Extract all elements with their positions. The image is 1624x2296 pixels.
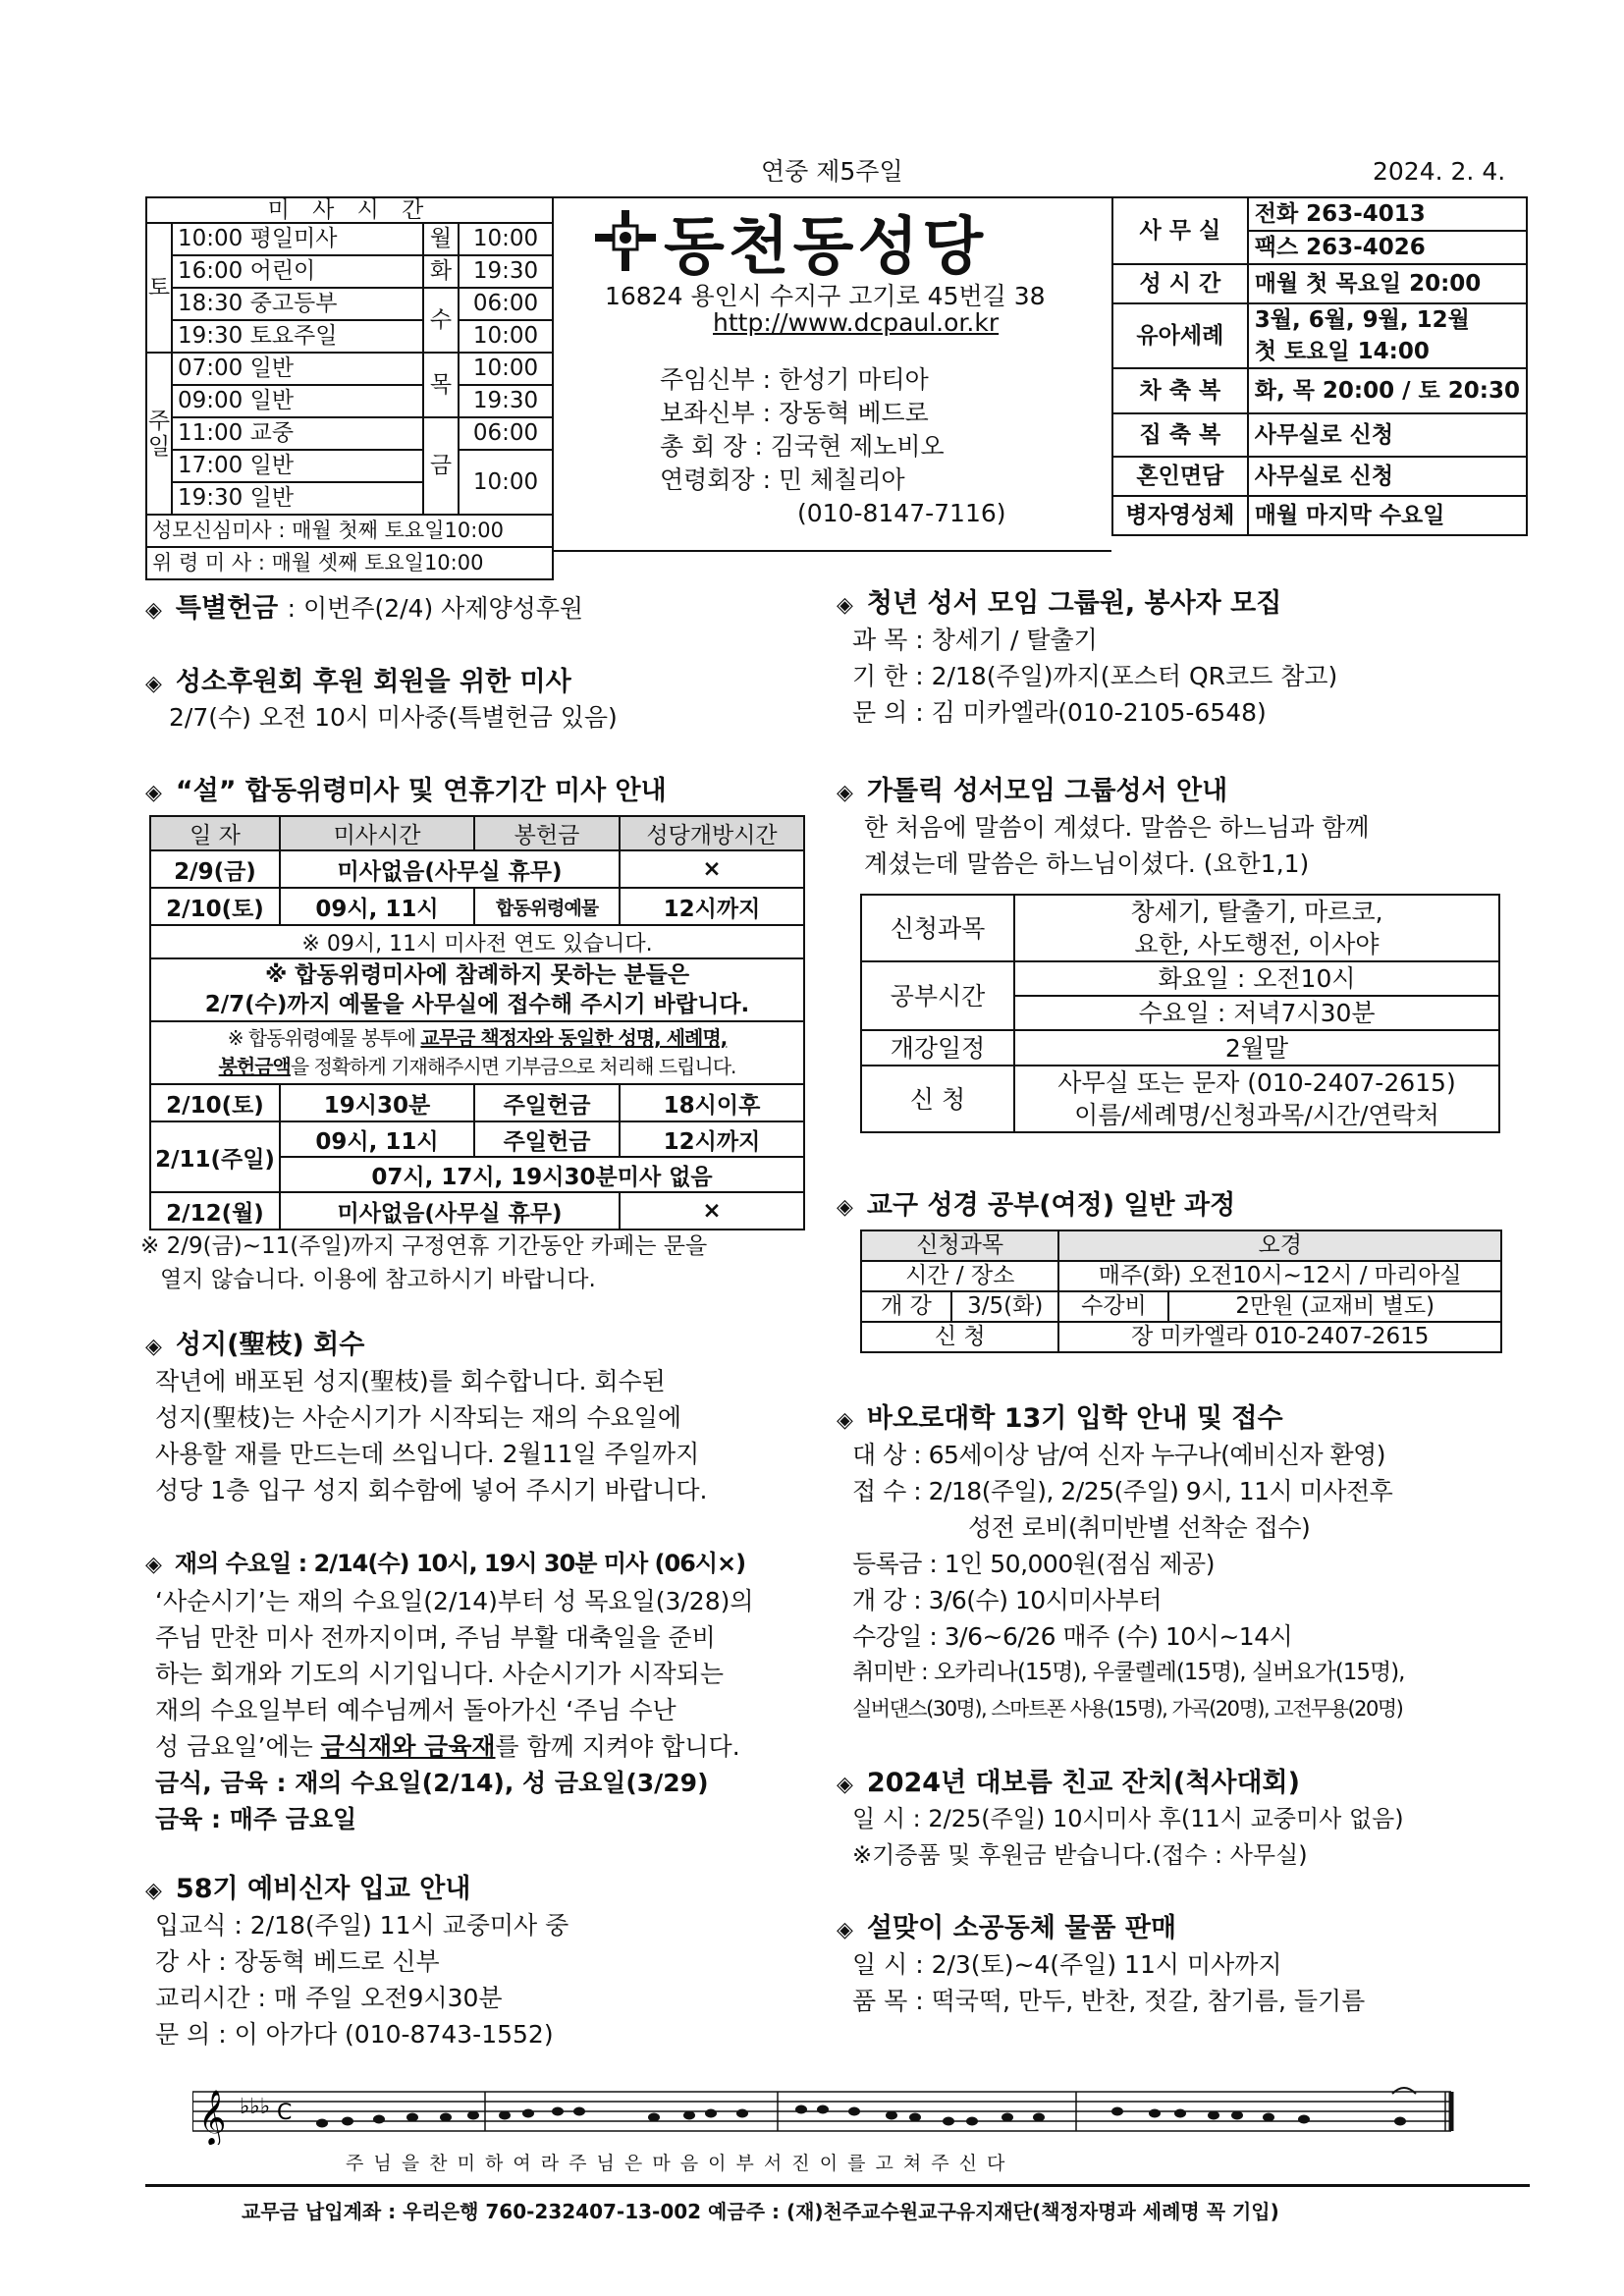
footer-account-info: 교무금 납입계좌 : 우리은행 760-232407-13-002 예금주 : (재)천주교수원교구유지재단(책정자명과 세례명 꼭 기입) [242,2200,1279,2223]
catechumen-heading: ◈ 58기 예비신자 입교 안내 [145,1874,471,1904]
diocese-study-heading: ◈ 교구 성경 공부(여정) 일반 과정 [837,1190,1236,1221]
diamond-icon: ◈ [145,672,162,696]
seol-footnote: ※ 2/9(금)~11(주일)까지 구정연휴 기간동안 카페는 문을 열지 않습니다. 이용에 참고하시기 바랍니다. [140,1233,708,1292]
notes [316,2105,1406,2128]
staff-president: 총 회 장 : 김국현 제노비오 [660,432,945,461]
palm-text: 작년에 배포된 성지(聖枝)를 회수합니다. 회수된 성지(聖枝)는 사순시기가 시작되는 재의 수요일에 사용할 재를 만드는데 쓰입니다. 2월11일 주일까지 성당 1층 입구 성지 회수함에 넣어 주시기 바랍니다. [155,1367,708,1504]
weekday-fri: 금 [423,417,459,515]
bible-group-quote: 한 처음에 말씀이 계셨다. 말씀은 하느님과 함께 계셨는데 말씀은 하느님이셨다. (요한1,1) [864,813,1370,878]
staff-phone: (010-8147-7116) [797,499,1006,527]
daeboreum-text: 일 시 : 2/25(주일) 10시미사 후(11시 교중미사 없음) ※기증품 및 후원금 받습니다.(접수 : 사무실) [852,1805,1404,1869]
diamond-icon: ◈ [837,1918,853,1942]
seol-mass-table: 일 자 미사시간 봉헌금 성당개방시간 2/9(금) 미사없음(사무실 휴무) × 2/10(토) 09시, 11시 합동위령예물 12시까지 ※ 09시, 11시 미사전 연도 있습니다. ※ 합동위령미사에 참례하지 못하는 분들은 2/7(수)까지 예물을 사무실에 접수해 주시기 바랍니다. ※ 합동위령예물 봉투에 교무금 책정자와 동일한 성명, 세례명, 봉헌금액을 정확하게 기재해주시면 기부금으로 처리해 드립니다. 2/10(토) 19시30분 주일헌금 18시이후 2/11(주일) 09시, 11시 주일헌금 12시까지 07시, 17시, 19시30분미사 없음 2/12(월) 미사없음(사무실 휴무) × [149,815,805,1230]
mass-times-heading: 미 사 시 간 [146,197,553,223]
bible-group-table: 신청과목 창세기, 탈출기, 마르코, 요한, 사도행전, 이사야 공부시간 화요일 : 오전10시 수요일 : 저녁7시30분 개강일정 2월말 신 청 사무실 또는 문자 (010-2407-2615) 이름/세례명/신청과목/시간/연락처 [860,894,1500,1133]
bulletin-date: 2024. 2. 4. [1373,157,1506,186]
paul-university-heading: ◈ 바오로대학 13기 입학 안내 및 접수 [837,1403,1283,1434]
office-phone: 전화 263-4013 [1248,197,1527,231]
weekday-thu: 목 [423,353,459,417]
staff-assistant: 보좌신부 : 장동혁 베드로 [660,399,929,427]
common-time: C [277,2101,293,2125]
diocese-study-table: 신청과목 오경 시간 / 장소 매주(화) 오전10시~12시 / 마리아실 개 강 3/5(화) 수강비 2만원 (교재비 별도) 신 청 장 미카엘라 010-2407-2615 [860,1230,1502,1353]
youth-bible-heading: ◈ 청년 성서 모임 그룹원, 봉사자 모집 [837,588,1282,619]
daeboreum-heading: ◈ 2024년 대보름 친교 잔치(척사대회) [837,1768,1300,1798]
paul-university-text: 대 상 : 65세이상 남/여 신자 누구나(예비신자 환영) 접 수 : 2/18(주일), 2/25(주일) 9시, 11시 미사전후 성전 로비(취미반별 선착순 접수) 등록금 : 1인 50,000원(점심 제공) 개 강 : 3/6(수) 10시미사부터 수강일 : 3/6~6/26 매주 (수) 10시~14시 취미반 : 오카리나(15명), 우쿨렐레(15명), 실버요가(15명), 실버댄스(30명), 스마트폰 사용(15명), 가곡(20명), 고전무용(20명) [852,1441,1405,1721]
church-address: 16824 용인시 수지구 고기로 45번길 38 [605,282,1046,310]
saturday-label: 토 [146,223,172,353]
hymn-lyrics: 주 님 을 찬 미 하 여 라 주 님 은 마 음 이 부 서 진 이 를 고 쳐 주 신 다 [346,2153,1007,2174]
treble-clef-icon: 𝄞 [198,2090,227,2145]
mass-times-table: 미 사 시 간 토 10:00 평일미사 월 10:00 16:00 어린이 화 19:30 18:30 중고등부 수 06:00 19:30 토요주일 10:00 주일 07:00 일반 목 10:00 09:00 일반 19:30 11:00 교중 금 06:00 17:00 일반 10:00 19:30 일반 성모신심미사 : 매월 첫째 토요일10:00 위 령 미 사 : 매월 셋째 토요일10:00 [145,196,554,580]
diamond-icon: ◈ [145,781,162,805]
diamond-icon: ◈ [837,593,853,618]
footer-divider [145,2184,1530,2187]
flat-signs: ♭♭♭ [240,2095,271,2119]
ash-wednesday-heading: ◈ 재의 수요일 : 2/14(수) 10시, 19시 30분 미사 (06시×) [145,1550,746,1577]
office-info-table: 사 무 실 전화 263-4013 팩스 263-4026 성 시 간 매월 첫 목요일 20:00 유아세례 3월, 6월, 9월, 12월 첫 토요일 14:00 차 축 복 화, 목 20:00 / 토 20:30 집 축 복 사무실로 신청 혼인면담 사무실로 신청 병자영성체 매월 마지막 수요일 [1111,196,1528,536]
diamond-icon: ◈ [145,1553,161,1577]
special-offering-section: ◈ 특별헌금 : 이번주(2/4) 사제양성후원 [145,593,584,624]
sponsor-mass-heading: ◈ 성소후원회 후원 회원을 위한 미사 [145,667,571,697]
diamond-icon: ◈ [837,781,853,805]
staff-list [660,363,1006,530]
mass-note-requiem: 위 령 미 사 : 매월 셋째 토요일10:00 [146,547,553,579]
diamond-icon: ◈ [145,1879,162,1903]
fermata-icon [1392,2088,1416,2094]
community-sale-text: 일 시 : 2/3(토)~4(주일) 11시 미사까지 품 목 : 떡국떡, 만두, 반찬, 젓갈, 참기름, 들기름 [852,1950,1366,2015]
sponsor-mass-text: 2/7(수) 오전 10시 미사중(특별헌금 있음) [169,703,618,732]
week-label: 연중 제5주일 [761,157,903,186]
church-website-link[interactable]: http://www.dcpaul.or.kr [713,308,1000,337]
sunday-label: 주일 [147,408,171,460]
church-name: 동천동성당 [664,211,988,284]
mass-note-marian: 성모신심미사 : 매월 첫째 토요일10:00 [146,515,553,547]
community-sale-heading: ◈ 설맞이 소공동체 물품 판매 [837,1913,1177,1943]
weekday-wed: 수 [423,288,459,353]
office-label: 사 무 실 [1112,197,1248,264]
catechumen-text: 입교식 : 2/18(주일) 11시 교중미사 중 강 사 : 장동혁 베드로 신부 교리시간 : 매 주일 오전9시30분 문 의 : 이 아가다 (010-8743-1552) [155,1911,569,2049]
music-staff [192,2082,1459,2145]
staff-pastor: 주임신부 : 한성기 마티아 [660,365,929,394]
youth-bible-text: 과 목 : 창세기 / 탈출기 기 한 : 2/18(주일)까지(포스터 QR코드 참고) 문 의 : 김 미카엘라(010-2105-6548) [852,626,1338,727]
diamond-icon: ◈ [145,1335,162,1359]
diamond-icon: ◈ [145,598,162,623]
seol-heading: ◈ “설” 합동위령미사 및 연휴기간 미사 안내 [145,776,667,806]
bible-group-heading: ◈ 가톨릭 성서모임 그룹성서 안내 [837,776,1228,806]
weekday-tue: 화 [423,255,459,288]
diamond-icon: ◈ [837,1408,853,1433]
ash-wednesday-text: ‘사순시기’는 재의 수요일(2/14)부터 성 목요일(3/28)의 주님 만찬 미사 전까지이며, 주님 부활 대축일을 준비 하는 회개와 기도의 시기입니다. 사순시기가 시작되는 재의 수요일부터 예수님께서 돌아가신 ‘주님 수난 성 금요일’에는 금식재와 금육재를 함께 지켜야 합니다. 금식, 금육 : 재의 수요일(2/14), 성 금요일(3/29) 금육 : 매주 금요일 [155,1587,754,1833]
diamond-icon: ◈ [837,1195,853,1220]
diamond-icon: ◈ [837,1773,853,1797]
office-fax: 팩스 263-4026 [1248,231,1527,264]
weekday-mon: 월 [423,223,459,255]
palm-heading: ◈ 성지(聖枝) 회수 [145,1330,365,1360]
staff-funeral-head: 연령회장 : 민 체칠리아 [660,465,905,494]
cross-icon [593,208,658,273]
church-title-block [554,196,1111,552]
